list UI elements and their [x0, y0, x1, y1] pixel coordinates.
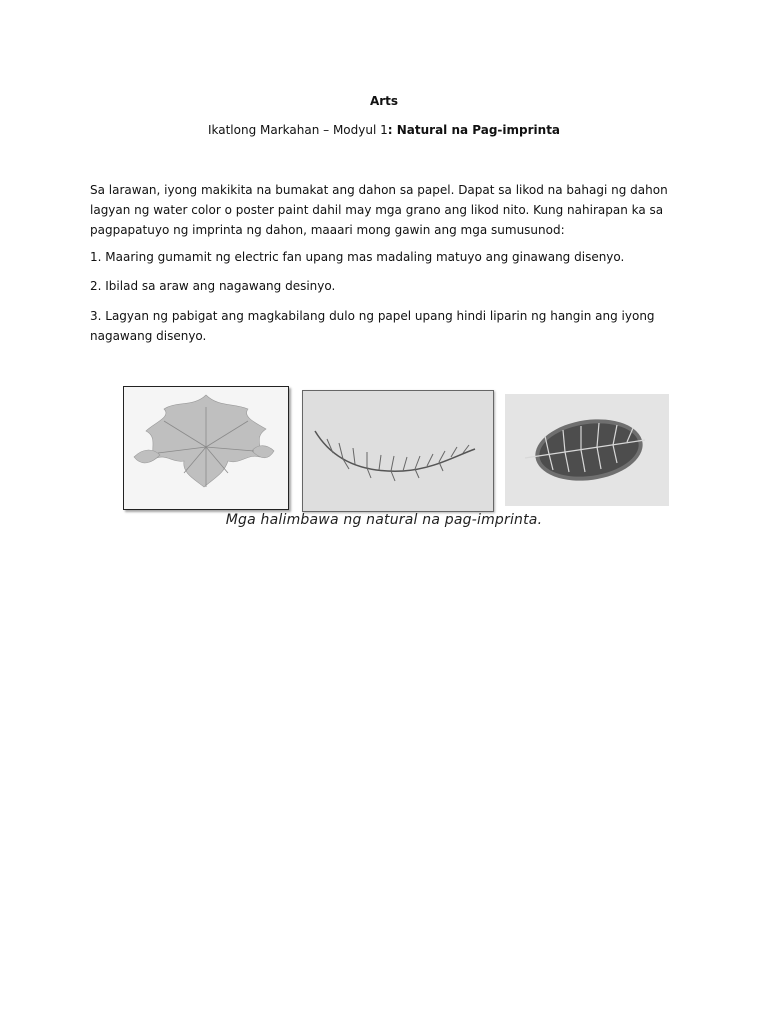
subtitle-prefix: Ikatlong Markahan – Modyul 1: [207, 123, 388, 137]
papaya-leaf-print-icon: [124, 387, 288, 509]
document-subtitle: [0, 123, 768, 137]
figure-caption: Mga halimbawa ng natural na pag-imprinta.: [225, 512, 543, 528]
step-3: 3. Lagyan ng pabigat ang magkabilang dulo ng papel upang hindi liparin ng hangin ang iyong nagawang disenyo.: [90, 309, 655, 343]
feather-print-image: [302, 390, 494, 512]
step-2: 2. Ibilad sa araw ang nagawang desinyo.: [90, 279, 336, 293]
oval-leaf-print-icon: [505, 394, 669, 506]
step-1: 1. Maaring gumamit ng electric fan upang mas madaling matuyo ang ginawang disenyo.: [90, 250, 625, 264]
feather-print-icon: [303, 391, 493, 511]
document-title: Arts: [369, 94, 399, 108]
papaya-leaf-print-image: [123, 386, 289, 510]
intro-paragraph: Sa larawan, iyong makikita na bumakat ang dahon sa papel. Dapat sa likod na bahagi ng dahon lagyan ng water color o poster paint dahil may mga grano ang likod nito. Kung nahirapan ka sa pagpapatuyo ng imprinta ng dahon, maaari mong gawin ang mga sumusunod:: [90, 183, 668, 237]
subtitle-bold: : Natural na Pag-imprinta: [387, 123, 561, 137]
oval-leaf-print-image: [505, 394, 669, 506]
